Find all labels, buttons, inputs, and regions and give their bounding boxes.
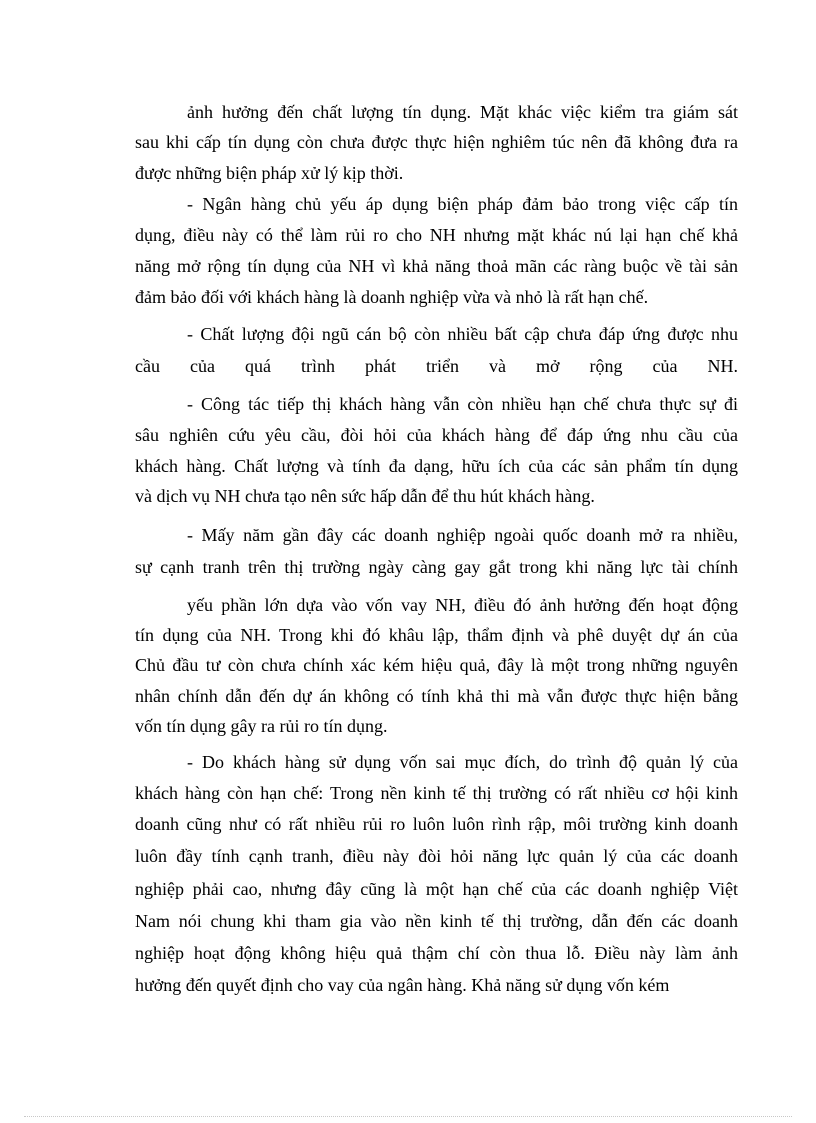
text-line: vốn tín dụng gây ra rủi ro tín dụng. bbox=[135, 716, 388, 736]
text-line: sau khi cấp tín dụng còn chưa được thực hiện nghiêm túc nên đã không đưa ra bbox=[135, 132, 738, 152]
text-line: nhân chính dẫn đến dự án không có tính khả thi mà vẫn được thực hiện bằng bbox=[135, 686, 738, 706]
text-line: ảnh hưởng đến chất lượng tín dụng. Mặt khác việc kiểm tra giám sát bbox=[187, 102, 738, 122]
text-line: sâu nghiên cứu yêu cầu, đòi hỏi của khách hàng để đáp ứng nhu cầu của bbox=[135, 425, 738, 445]
text-line: - Ngân hàng chủ yếu áp dụng biện pháp đảm bảo trong việc cấp tín bbox=[187, 194, 738, 214]
text-line: năng mở rộng tín dụng của NH vì khả năng thoả mãn các ràng buộc về tài sản bbox=[135, 256, 738, 276]
text-line: sự cạnh tranh trên thị trường ngày càng gay gắt trong khi năng lực tài chính bbox=[135, 557, 738, 577]
text-line: và dịch vụ NH chưa tạo nên sức hấp dẫn để thu hút khách hàng. bbox=[135, 486, 595, 506]
text-line: khách hàng. Chất lượng và tính đa dạng, hữu ích của các sản phẩm tín dụng bbox=[135, 456, 738, 476]
text-line: - Do khách hàng sử dụng vốn sai mục đích, do trình độ quản lý của bbox=[187, 752, 738, 772]
text-line: - Chất lượng đội ngũ cán bộ còn nhiều bất cập chưa đáp ứng được nhu bbox=[187, 324, 738, 344]
text-line: tín dụng của NH. Trong khi đó khâu lập, thẩm định và phê duyệt dự án của bbox=[135, 625, 738, 645]
text-line: nghiệp hoạt động không hiệu quả thậm chí còn thua lỗ. Điều này làm ảnh bbox=[135, 943, 738, 963]
text-line: đảm bảo đối với khách hàng là doanh nghiệp vừa và nhỏ là rất hạn chế. bbox=[135, 287, 649, 307]
text-line: luôn đầy tính cạnh tranh, điều này đòi hỏi năng lực quản lý của các doanh bbox=[135, 846, 738, 866]
text-line: khách hàng còn hạn chế: Trong nền kinh tế thị trường có rất nhiều cơ hội kinh bbox=[135, 783, 738, 803]
text-line: dụng, điều này có thể làm rủi ro cho NH nhưng mặt khác nú lại hạn chế khả bbox=[135, 225, 738, 245]
text-line: nghiệp phải cao, nhưng đây cũng là một hạn chế của các doanh nghiệp Việt bbox=[135, 879, 738, 899]
page-bottom-divider bbox=[24, 1116, 792, 1117]
text-line: hưởng đến quyết định cho vay của ngân hàng. Khả năng sử dụng vốn kém bbox=[135, 975, 670, 995]
text-line: yếu phần lớn dựa vào vốn vay NH, điều đó ảnh hưởng đến hoạt động bbox=[187, 595, 738, 615]
text-line: Nam nói chung khi tham gia vào nền kinh tế thị trường, dẫn đến các doanh bbox=[135, 911, 738, 931]
text-line: Chủ đầu tư còn chưa chính xác kém hiệu quả, đây là một trong những nguyên bbox=[135, 655, 738, 675]
text-line: được những biện pháp xử lý kịp thời. bbox=[135, 163, 404, 183]
text-line: - Công tác tiếp thị khách hàng vẫn còn nhiều hạn chế chưa thực sự đi bbox=[187, 394, 738, 414]
text-line: doanh cũng như có rất nhiều rủi ro luôn luôn rình rập, môi trường kinh doanh bbox=[135, 814, 738, 834]
text-line: - Mấy năm gần đây các doanh nghiệp ngoài quốc doanh mở ra nhiều, bbox=[187, 525, 738, 545]
text-line: cầu của quá trình phát triển và mở rộng của NH. bbox=[135, 356, 738, 376]
